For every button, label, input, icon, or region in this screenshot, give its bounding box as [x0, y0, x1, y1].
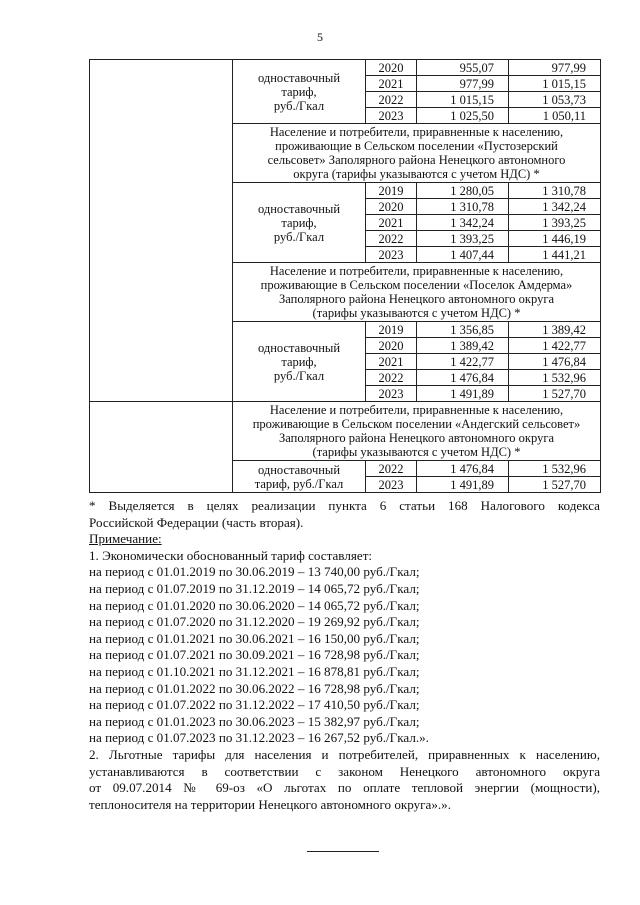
tariff-value-h1: 1 407,44	[417, 247, 509, 263]
year-cell: 2020	[366, 338, 417, 354]
tariff-value-h1: 977,99	[417, 76, 509, 92]
tariff-value-h1: 1 356,85	[417, 322, 509, 338]
year-cell: 2022	[366, 92, 417, 108]
year-cell: 2023	[366, 247, 417, 263]
period-line: на период с 01.07.2023 по 31.12.2023 – 16 267,52 руб./Гкал.».	[89, 730, 429, 746]
empty-left-cell	[90, 402, 233, 493]
period-line: на период с 01.01.2022 по 30.06.2022 – 16 728,98 руб./Гкал;	[89, 680, 420, 696]
note-item-2-line: 2. Льготные тарифы для населения и потребителей, приравненных к населению,	[89, 746, 600, 762]
tariff-value-h2: 1 532,96	[509, 461, 601, 477]
tariff-value-h1: 1 025,50	[417, 108, 509, 124]
consumer-group-heading: Население и потребители, приравненные к населению, проживающие в Сельском поселении «Поселок Амдерма» Заполярного района Ненецкого автономного округа (тарифы указываются с учетом НДС) *	[233, 263, 601, 322]
year-cell: 2021	[366, 215, 417, 231]
tariff-value-h2: 1 527,70	[509, 477, 601, 493]
year-cell: 2020	[366, 199, 417, 215]
empty-left-cell	[90, 60, 233, 402]
tariff-value-h2: 1 050,11	[509, 108, 601, 124]
period-line: на период с 01.07.2021 по 30.09.2021 – 16 728,98 руб./Гкал;	[89, 647, 420, 663]
year-cell: 2020	[366, 60, 417, 76]
note-item-2-line: теплоносителя на территории Ненецкого автономного округа».».	[89, 796, 451, 812]
tariff-type-cell: одноставочный тариф, руб./Гкал	[233, 60, 366, 124]
year-cell: 2022	[366, 231, 417, 247]
tariff-value-h2: 1 393,25	[509, 215, 601, 231]
year-cell: 2021	[366, 354, 417, 370]
tariff-table	[89, 59, 601, 493]
tariff-value-h1: 1 422,77	[417, 354, 509, 370]
note-item-2-line: устанавливаются в соответствии с законом Ненецкого автономного округа	[89, 763, 600, 779]
tariff-value-h2: 1 389,42	[509, 322, 601, 338]
table-row	[90, 60, 601, 76]
year-cell: 2022	[366, 461, 417, 477]
period-line: на период с 01.07.2019 по 31.12.2019 – 14 065,72 руб./Гкал;	[89, 580, 420, 596]
tariff-value-h2: 1 476,84	[509, 354, 601, 370]
period-line: на период с 01.01.2021 по 30.06.2021 – 16 150,00 руб./Гкал;	[89, 630, 420, 646]
year-cell: 2023	[366, 386, 417, 402]
tariff-value-h1: 1 015,15	[417, 92, 509, 108]
tariff-value-h1: 1 476,84	[417, 370, 509, 386]
tariff-value-h1: 1 389,42	[417, 338, 509, 354]
footnote-line: * Выделяется в целях реализации пункта 6 статьи 168 Налогового кодекса	[89, 498, 600, 513]
period-line: на период с 01.07.2020 по 31.12.2020 – 19 269,92 руб./Гкал;	[89, 614, 420, 630]
tariff-value-h2: 1 446,19	[509, 231, 601, 247]
tariff-value-h2: 1 053,73	[509, 92, 601, 108]
tariff-value-h1: 1 342,24	[417, 215, 509, 231]
tariff-value-h2: 1 342,24	[509, 199, 601, 215]
period-line: на период с 01.10.2021 по 31.12.2021 – 16 878,81 руб./Гкал;	[89, 663, 420, 679]
tariff-value-h1: 1 310,78	[417, 199, 509, 215]
section-heading-row	[90, 402, 601, 461]
tariff-value-h1: 955,07	[417, 60, 509, 76]
year-cell: 2023	[366, 477, 417, 493]
year-cell: 2019	[366, 183, 417, 199]
period-line: на период с 01.01.2023 по 30.06.2023 – 15 382,97 руб./Гкал;	[89, 713, 420, 729]
period-line: на период с 01.01.2020 по 30.06.2020 – 14 065,72 руб./Гкал;	[89, 597, 420, 613]
tariff-type-cell: одноставочный тариф, руб./Гкал	[233, 322, 366, 402]
end-divider-line	[307, 851, 379, 852]
tariff-value-h1: 1 491,89	[417, 477, 509, 493]
consumer-group-heading: Население и потребители, приравненные к населению, проживающие в Сельском поселении «Пустозерский сельсовет» Заполярного района Ненецкого автономного округа (тарифы указываются с учетом НДС) *	[233, 124, 601, 183]
year-cell: 2023	[366, 108, 417, 124]
note-title: Примечание:	[89, 531, 162, 547]
tariff-value-h1: 1 476,84	[417, 461, 509, 477]
tariff-value-h2: 1 422,77	[509, 338, 601, 354]
footnote-line: Российской Федерации (часть вторая).	[89, 514, 304, 530]
note-item-2-line: от 09.07.2014 № 69-оз «О льготах по оплате тепловой энергии (мощности),	[89, 780, 600, 796]
year-cell: 2021	[366, 76, 417, 92]
note-item-title: 1. Экономически обоснованный тариф составляет:	[89, 547, 373, 563]
tariff-value-h1: 1 491,89	[417, 386, 509, 402]
tariff-value-h2: 1 441,21	[509, 247, 601, 263]
period-line: на период с 01.07.2022 по 31.12.2022 – 17 410,50 руб./Гкал;	[89, 697, 420, 713]
tariff-value-h2: 977,99	[509, 60, 601, 76]
tariff-value-h2: 1 015,15	[509, 76, 601, 92]
tariff-value-h2: 1 310,78	[509, 183, 601, 199]
tariff-type-cell: одноставочный тариф, руб./Гкал	[233, 183, 366, 263]
tariff-value-h1: 1 280,05	[417, 183, 509, 199]
period-line: на период с 01.01.2019 по 30.06.2019 – 13 740,00 руб./Гкал;	[89, 564, 420, 580]
tariff-value-h2: 1 527,70	[509, 386, 601, 402]
year-cell: 2022	[366, 370, 417, 386]
page-number: 5	[317, 30, 323, 44]
tariff-value-h2: 1 532,96	[509, 370, 601, 386]
year-cell: 2019	[366, 322, 417, 338]
notes-section	[89, 498, 600, 813]
consumer-group-heading: Население и потребители, приравненные к населению, проживающие в Сельском поселении «Андегский сельсовет» Заполярного района Ненецкого автономного округа (тарифы указываются с учетом НДС) *	[233, 402, 601, 461]
tariff-value-h1: 1 393,25	[417, 231, 509, 247]
tariff-type-cell: одноставочный тариф, руб./Гкал	[233, 461, 366, 493]
